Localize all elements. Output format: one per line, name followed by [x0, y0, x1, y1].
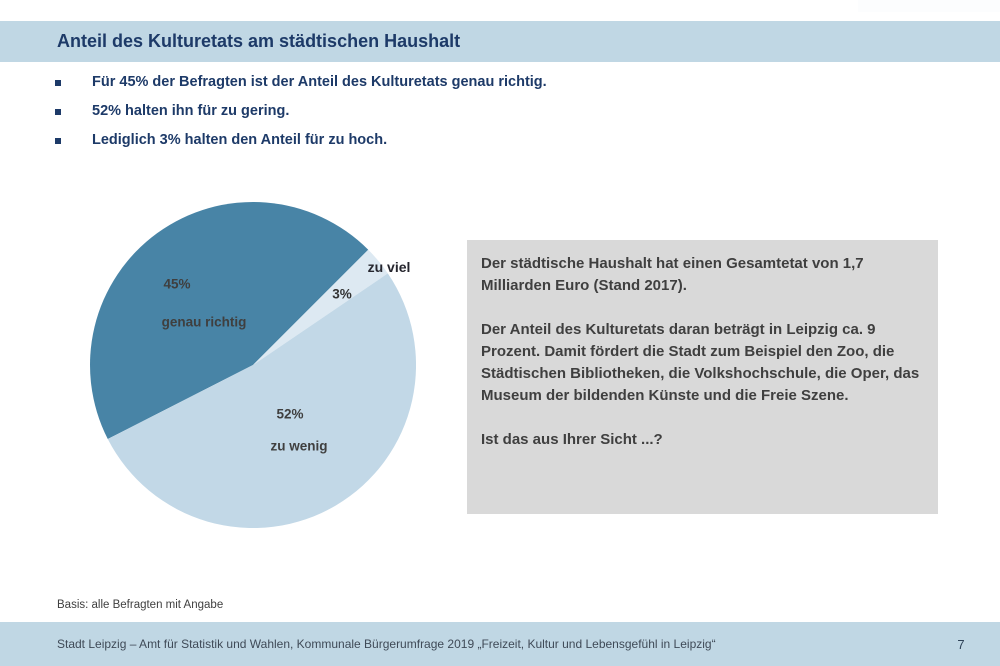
bullet-square-icon: [55, 109, 61, 115]
footer-bar: [0, 622, 1000, 666]
faded-logo: [858, 0, 1000, 12]
bullet-text: 52% halten ihn für zu gering.: [92, 103, 290, 119]
pie-label-value-zu-viel: 3%: [332, 286, 352, 302]
pie-label-value-zu-wenig: 52%: [276, 406, 304, 422]
basis-note: Basis: alle Befragten mit Angabe: [57, 599, 224, 611]
bullet-item: [55, 74, 915, 90]
bullet-text: Für 45% der Befragten ist der Anteil des Kulturetats genau richtig.: [92, 74, 547, 90]
bullet-item: [55, 132, 915, 148]
bullet-square-icon: [55, 80, 61, 86]
info-paragraph: Der Anteil des Kulturetats daran beträgt in Leipzig ca. 9 Prozent. Damit fördert die Stadt zum Beispiel den Zoo, die Städtischen Bibliotheken, die Volkshochschule, die Oper, das Museum der bildenden Künste und die Freie Szene.: [481, 321, 920, 404]
pie-label-zu-wenig: zu wenig: [270, 438, 328, 454]
pie-label-genau-richtig: genau richtig: [161, 314, 247, 330]
info-box: [467, 240, 938, 514]
pie-chart: [90, 202, 416, 528]
pie-label-value-genau-richtig: 45%: [163, 276, 191, 292]
bullet-item: [55, 103, 915, 119]
footer-source: Stadt Leipzig – Amt für Statistik und Wahlen, Kommunale Bürgerumfrage 2019 „Freizeit, Kultur und Lebensgefühl in Leipzig“: [57, 637, 716, 651]
info-paragraph: Der städtische Haushalt hat einen Gesamtetat von 1,7 Milliarden Euro (Stand 2017).: [481, 255, 864, 294]
pie-label-zu-viel: zu viel: [367, 259, 411, 275]
page-title: Anteil des Kulturetats am städtischen Haushalt: [57, 31, 461, 51]
header-bar: [0, 21, 1000, 62]
bullet-text: Lediglich 3% halten den Anteil für zu hoch.: [92, 132, 388, 148]
page-number: 7: [957, 636, 965, 652]
info-paragraph: Ist das aus Ihrer Sicht ...?: [481, 431, 663, 448]
bullet-square-icon: [55, 138, 61, 144]
